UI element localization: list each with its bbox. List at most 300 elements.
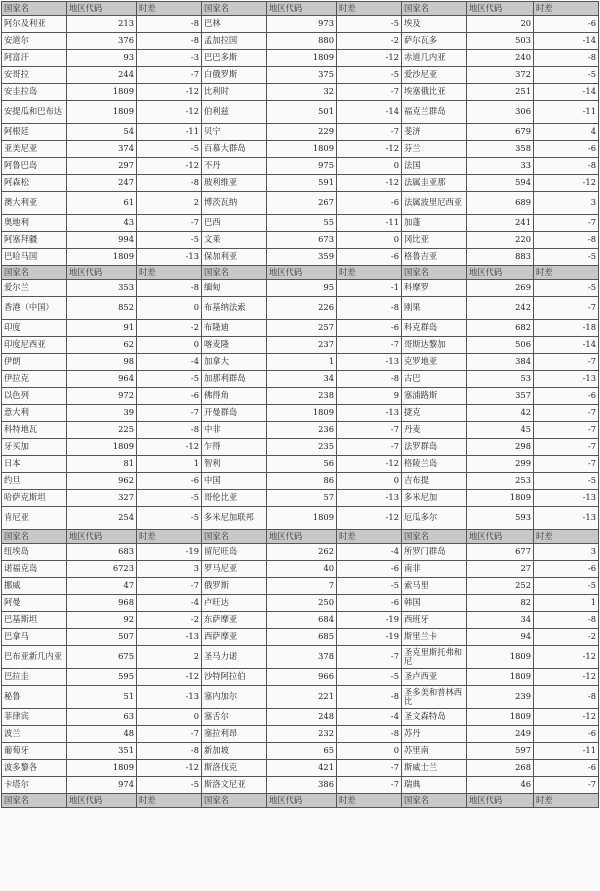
area-code-cell: 220: [467, 232, 534, 249]
time-difference-cell: -13: [137, 249, 202, 266]
country-name-cell: 斯威士兰: [402, 760, 467, 777]
time-difference-cell: -6: [337, 595, 402, 612]
area-code-cell: 503: [467, 33, 534, 50]
table-row: [2, 777, 599, 794]
area-code-cell: 92: [67, 612, 137, 629]
area-code-cell: 683: [67, 544, 137, 561]
time-difference-cell: -12: [137, 101, 202, 124]
area-code-cell: 593: [467, 507, 534, 530]
area-code-cell: 241: [467, 215, 534, 232]
time-difference-cell: -7: [137, 67, 202, 84]
time-difference-cell: -7: [337, 337, 402, 354]
time-difference-cell: -5: [137, 490, 202, 507]
time-difference-cell: -4: [337, 544, 402, 561]
area-code-cell: 242: [467, 297, 534, 320]
area-code-cell: 239: [467, 686, 534, 709]
time-difference-cell: -7: [337, 646, 402, 669]
country-name-cell: 法罗群岛: [402, 439, 467, 456]
country-name-cell: 加拿大: [202, 354, 267, 371]
country-name-cell: 格鲁吉亚: [402, 249, 467, 266]
time-difference-cell: -2: [534, 629, 599, 646]
time-difference-cell: -2: [137, 612, 202, 629]
country-name-cell: 奥地利: [2, 215, 67, 232]
country-name-cell: 厄瓜多尔: [402, 507, 467, 530]
country-name-cell: 伯利兹: [202, 101, 267, 124]
table-row: [2, 232, 599, 249]
header-country-name: 国家名: [402, 794, 467, 808]
area-code-cell: 1809: [67, 101, 137, 124]
table-row: [2, 726, 599, 743]
time-difference-cell: -5: [337, 578, 402, 595]
table-row: [2, 709, 599, 726]
time-difference-cell: -7: [534, 439, 599, 456]
time-difference-cell: -5: [534, 473, 599, 490]
country-name-cell: 佛得角: [202, 388, 267, 405]
area-code-cell: 962: [67, 473, 137, 490]
time-difference-cell: -12: [337, 507, 402, 530]
area-code-cell: 42: [467, 405, 534, 422]
country-name-cell: 刚果: [402, 297, 467, 320]
table-row: [2, 544, 599, 561]
time-difference-cell: -6: [337, 320, 402, 337]
column-header-row: [2, 530, 599, 544]
country-name-cell: 东萨摩亚: [202, 612, 267, 629]
time-difference-cell: 3: [137, 561, 202, 578]
time-difference-cell: -7: [534, 456, 599, 473]
country-name-cell: 圣文森特岛: [402, 709, 467, 726]
table-row: [2, 158, 599, 175]
time-difference-cell: -12: [337, 175, 402, 192]
table-row: [2, 84, 599, 101]
time-difference-cell: -5: [534, 249, 599, 266]
header-country-name: 国家名: [402, 530, 467, 544]
table-row: [2, 686, 599, 709]
country-name-cell: 百慕大群岛: [202, 141, 267, 158]
table-row: [2, 67, 599, 84]
country-name-cell: 埃及: [402, 16, 467, 33]
area-code-cell: 374: [67, 141, 137, 158]
country-name-cell: 韩国: [402, 595, 467, 612]
country-name-cell: 孟加拉国: [202, 33, 267, 50]
area-code-cell: 1809: [267, 50, 337, 67]
area-code-cell: 975: [267, 158, 337, 175]
country-name-cell: 诺福克岛: [2, 561, 67, 578]
time-difference-cell: -6: [337, 561, 402, 578]
country-name-cell: 印度: [2, 320, 67, 337]
area-code-cell: 973: [267, 16, 337, 33]
time-difference-cell: -12: [137, 84, 202, 101]
time-difference-cell: -7: [534, 422, 599, 439]
country-name-cell: 印度尼西亚: [2, 337, 67, 354]
country-name-cell: 伊朗: [2, 354, 67, 371]
area-code-cell: 47: [67, 578, 137, 595]
header-country-name: 国家名: [2, 530, 67, 544]
time-difference-cell: -7: [337, 422, 402, 439]
area-code-cell: 501: [267, 101, 337, 124]
area-code-cell: 677: [467, 544, 534, 561]
time-difference-cell: -11: [534, 743, 599, 760]
area-code-cell: 252: [467, 578, 534, 595]
area-code-cell: 257: [267, 320, 337, 337]
header-country-name: 国家名: [2, 266, 67, 280]
table-row: [2, 124, 599, 141]
area-code-cell: 254: [67, 507, 137, 530]
country-name-cell: 西班牙: [402, 612, 467, 629]
header-country-name: 国家名: [202, 530, 267, 544]
area-code-cell: 421: [267, 760, 337, 777]
country-name-cell: 爱尔兰: [2, 280, 67, 297]
time-difference-cell: -13: [534, 371, 599, 388]
table-row: [2, 33, 599, 50]
area-code-cell: 247: [67, 175, 137, 192]
country-name-cell: 法属圭亚那: [402, 175, 467, 192]
area-code-cell: 1809: [267, 405, 337, 422]
time-difference-cell: -5: [137, 507, 202, 530]
area-code-cell: 82: [467, 595, 534, 612]
area-code-cell: 689: [467, 192, 534, 215]
table-row: [2, 101, 599, 124]
area-code-cell: 56: [267, 456, 337, 473]
time-difference-cell: -6: [534, 561, 599, 578]
time-difference-cell: 2: [137, 646, 202, 669]
time-difference-cell: -5: [534, 578, 599, 595]
country-name-cell: 阿富汗: [2, 50, 67, 67]
time-difference-cell: -7: [337, 439, 402, 456]
header-area-code: 地区代码: [67, 2, 137, 16]
time-difference-cell: -11: [137, 124, 202, 141]
time-difference-cell: -7: [534, 215, 599, 232]
area-code-cell: 51: [67, 686, 137, 709]
header-area-code: 地区代码: [267, 2, 337, 16]
area-code-cell: 262: [267, 544, 337, 561]
area-code-cell: 595: [67, 669, 137, 686]
time-difference-cell: -14: [534, 84, 599, 101]
header-time-difference: 时差: [337, 266, 402, 280]
time-difference-cell: -12: [137, 669, 202, 686]
country-name-cell: 格陵兰岛: [402, 456, 467, 473]
country-name-cell: 巴林: [202, 16, 267, 33]
area-code-cell: 39: [67, 405, 137, 422]
table-row: [2, 422, 599, 439]
time-difference-cell: -13: [534, 507, 599, 530]
time-difference-cell: 0: [337, 473, 402, 490]
table-row: [2, 354, 599, 371]
country-name-cell: 日本: [2, 456, 67, 473]
country-name-cell: 哥斯达黎加: [402, 337, 467, 354]
time-difference-cell: -2: [337, 33, 402, 50]
country-name-cell: 苏丹: [402, 726, 467, 743]
time-difference-cell: -7: [534, 405, 599, 422]
area-code-cell: 1809: [67, 84, 137, 101]
table-row: [2, 490, 599, 507]
country-name-cell: 哥伦比亚: [202, 490, 267, 507]
time-difference-cell: -19: [337, 612, 402, 629]
area-code-cell: 685: [267, 629, 337, 646]
area-code-cell: 33: [467, 158, 534, 175]
table-row: [2, 612, 599, 629]
country-name-cell: 圣克里斯托弗和尼: [402, 646, 467, 669]
time-difference-cell: -8: [534, 686, 599, 709]
area-code-cell: 34: [467, 612, 534, 629]
time-difference-cell: -6: [534, 16, 599, 33]
time-difference-cell: -12: [337, 456, 402, 473]
area-code-cell: 225: [67, 422, 137, 439]
table-row: [2, 320, 599, 337]
area-code-cell: 673: [267, 232, 337, 249]
country-name-cell: 冈比亚: [402, 232, 467, 249]
area-code-cell: 507: [67, 629, 137, 646]
time-difference-cell: 0: [137, 337, 202, 354]
time-difference-cell: -12: [137, 439, 202, 456]
area-code-cell: 253: [467, 473, 534, 490]
time-difference-cell: -7: [137, 215, 202, 232]
area-code-cell: 1809: [267, 507, 337, 530]
table-row: [2, 669, 599, 686]
header-area-code: 地区代码: [467, 794, 534, 808]
area-code-cell: 93: [67, 50, 137, 67]
country-name-cell: 开曼群岛: [202, 405, 267, 422]
area-code-cell: 7: [267, 578, 337, 595]
time-difference-cell: -7: [137, 726, 202, 743]
area-code-cell: 375: [267, 67, 337, 84]
area-code-cell: 213: [67, 16, 137, 33]
time-difference-cell: -7: [337, 84, 402, 101]
header-time-difference: 时差: [137, 2, 202, 16]
time-difference-cell: 0: [337, 232, 402, 249]
area-code-cell: 237: [267, 337, 337, 354]
country-name-cell: 巴基斯坦: [2, 612, 67, 629]
time-difference-cell: -6: [137, 473, 202, 490]
time-difference-cell: -8: [137, 743, 202, 760]
header-time-difference: 时差: [337, 2, 402, 16]
table-row: [2, 337, 599, 354]
country-name-cell: 科克群岛: [402, 320, 467, 337]
time-difference-cell: -8: [534, 612, 599, 629]
country-name-cell: 卢旺达: [202, 595, 267, 612]
header-area-code: 地区代码: [67, 266, 137, 280]
time-difference-cell: 0: [137, 709, 202, 726]
area-code-cell: 53: [467, 371, 534, 388]
time-difference-cell: -19: [137, 544, 202, 561]
area-code-cell: 32: [267, 84, 337, 101]
area-code-cell: 57: [267, 490, 337, 507]
country-name-cell: 爱沙尼亚: [402, 67, 467, 84]
table-row: [2, 192, 599, 215]
area-code-cell: 269: [467, 280, 534, 297]
country-name-cell: 布隆迪: [202, 320, 267, 337]
area-code-cell: 1809: [467, 490, 534, 507]
area-code-cell: 63: [67, 709, 137, 726]
country-name-cell: 斐济: [402, 124, 467, 141]
area-code-cell: 250: [267, 595, 337, 612]
country-name-cell: 所罗门群岛: [402, 544, 467, 561]
time-difference-cell: 3: [534, 192, 599, 215]
time-difference-cell: -12: [137, 158, 202, 175]
country-name-cell: 科特地瓦: [2, 422, 67, 439]
country-name-cell: 巴拿马: [2, 629, 67, 646]
time-difference-cell: -8: [337, 371, 402, 388]
time-difference-cell: 0: [337, 743, 402, 760]
area-code-cell: 353: [67, 280, 137, 297]
country-name-cell: 西萨摩亚: [202, 629, 267, 646]
country-name-cell: 丹麦: [402, 422, 467, 439]
area-code-cell: 994: [67, 232, 137, 249]
country-name-cell: 赤道几内亚: [402, 50, 467, 67]
area-code-cell: 359: [267, 249, 337, 266]
area-code-cell: 1809: [467, 669, 534, 686]
country-name-cell: 斯里兰卡: [402, 629, 467, 646]
header-time-difference: 时差: [137, 530, 202, 544]
area-code-cell: 1809: [67, 439, 137, 456]
country-name-cell: 圣卢西亚: [402, 669, 467, 686]
table-row: [2, 595, 599, 612]
time-difference-cell: -13: [337, 405, 402, 422]
area-code-cell: 597: [467, 743, 534, 760]
time-difference-cell: -6: [534, 726, 599, 743]
area-code-cell: 299: [467, 456, 534, 473]
table-row: [2, 280, 599, 297]
country-name-cell: 多米尼加: [402, 490, 467, 507]
time-difference-cell: -5: [137, 371, 202, 388]
time-difference-cell: -4: [337, 709, 402, 726]
table-row: [2, 646, 599, 669]
area-code-cell: 684: [267, 612, 337, 629]
area-code-cell: 386: [267, 777, 337, 794]
header-country-name: 国家名: [402, 266, 467, 280]
country-name-cell: 沙特阿拉伯: [202, 669, 267, 686]
time-difference-cell: -12: [534, 175, 599, 192]
header-country-name: 国家名: [2, 794, 67, 808]
area-code-cell: 1809: [467, 646, 534, 669]
time-difference-cell: -6: [137, 388, 202, 405]
area-code-cell: 43: [67, 215, 137, 232]
header-time-difference: 时差: [534, 530, 599, 544]
time-difference-cell: -13: [137, 629, 202, 646]
country-name-cell: 亚美尼亚: [2, 141, 67, 158]
country-name-cell: 意大利: [2, 405, 67, 422]
time-difference-cell: -4: [137, 354, 202, 371]
time-difference-cell: -8: [337, 686, 402, 709]
area-code-timezone-table: [1, 1, 599, 808]
country-name-cell: 喀麦隆: [202, 337, 267, 354]
time-difference-cell: -13: [137, 686, 202, 709]
area-code-cell: 384: [467, 354, 534, 371]
table-row: [2, 507, 599, 530]
time-difference-cell: 0: [137, 297, 202, 320]
table-row: [2, 16, 599, 33]
country-name-cell: 古巴: [402, 371, 467, 388]
country-name-cell: 科摩罗: [402, 280, 467, 297]
country-name-cell: 阿森松: [2, 175, 67, 192]
country-name-cell: 克罗地亚: [402, 354, 467, 371]
time-difference-cell: -5: [137, 777, 202, 794]
table-row: [2, 50, 599, 67]
area-code-cell: 376: [67, 33, 137, 50]
area-code-cell: 297: [67, 158, 137, 175]
time-difference-cell: -13: [534, 490, 599, 507]
time-difference-cell: 0: [337, 158, 402, 175]
area-code-cell: 221: [267, 686, 337, 709]
area-code-cell: 966: [267, 669, 337, 686]
header-country-name: 国家名: [2, 2, 67, 16]
area-code-cell: 61: [67, 192, 137, 215]
country-name-cell: 白俄罗斯: [202, 67, 267, 84]
country-name-cell: 斯洛文尼亚: [202, 777, 267, 794]
country-name-cell: 安哥拉: [2, 67, 67, 84]
time-difference-cell: -3: [137, 50, 202, 67]
country-name-cell: 贝宁: [202, 124, 267, 141]
time-difference-cell: 9: [337, 388, 402, 405]
country-name-cell: 捷克: [402, 405, 467, 422]
area-code-cell: 249: [467, 726, 534, 743]
table-row: [2, 760, 599, 777]
area-code-cell: 968: [67, 595, 137, 612]
time-difference-cell: -6: [534, 760, 599, 777]
time-difference-cell: -12: [534, 646, 599, 669]
area-code-cell: 883: [467, 249, 534, 266]
time-difference-cell: 1: [534, 595, 599, 612]
country-name-cell: 塞拉利昂: [202, 726, 267, 743]
area-code-cell: 62: [67, 337, 137, 354]
area-code-cell: 852: [67, 297, 137, 320]
area-code-cell: 298: [467, 439, 534, 456]
country-name-cell: 多米尼加联邦: [202, 507, 267, 530]
country-name-cell: 缅甸: [202, 280, 267, 297]
area-code-cell: 240: [467, 50, 534, 67]
header-time-difference: 时差: [337, 530, 402, 544]
column-header-row: [2, 266, 599, 280]
time-difference-cell: -7: [534, 354, 599, 371]
time-difference-cell: -6: [534, 388, 599, 405]
time-difference-cell: -19: [337, 629, 402, 646]
table-row: [2, 405, 599, 422]
time-difference-cell: -14: [337, 101, 402, 124]
time-difference-cell: -7: [337, 760, 402, 777]
country-name-cell: 阿曼: [2, 595, 67, 612]
area-code-cell: 98: [67, 354, 137, 371]
time-difference-cell: -8: [137, 280, 202, 297]
area-code-cell: 267: [267, 192, 337, 215]
country-name-cell: 乍得: [202, 439, 267, 456]
area-code-cell: 1809: [267, 141, 337, 158]
country-name-cell: 中国: [202, 473, 267, 490]
area-code-cell: 880: [267, 33, 337, 50]
area-code-cell: 238: [267, 388, 337, 405]
area-code-cell: 594: [467, 175, 534, 192]
area-code-cell: 229: [267, 124, 337, 141]
country-name-cell: 阿鲁巴岛: [2, 158, 67, 175]
header-area-code: 地区代码: [67, 794, 137, 808]
time-difference-cell: -8: [137, 16, 202, 33]
header-area-code: 地区代码: [467, 2, 534, 16]
country-name-cell: 阿尔及利亚: [2, 16, 67, 33]
area-code-cell: 94: [467, 629, 534, 646]
country-name-cell: 塞舌尔: [202, 709, 267, 726]
table-row: [2, 743, 599, 760]
time-difference-cell: -8: [137, 422, 202, 439]
country-name-cell: 纽埃岛: [2, 544, 67, 561]
country-name-cell: 博茨瓦纳: [202, 192, 267, 215]
area-code-cell: 248: [267, 709, 337, 726]
time-difference-cell: -12: [534, 669, 599, 686]
country-name-cell: 智利: [202, 456, 267, 473]
area-code-cell: 46: [467, 777, 534, 794]
header-area-code: 地区代码: [467, 530, 534, 544]
area-code-cell: 357: [467, 388, 534, 405]
time-difference-cell: -5: [337, 16, 402, 33]
country-name-cell: 菲律宾: [2, 709, 67, 726]
country-name-cell: 巴西: [202, 215, 267, 232]
